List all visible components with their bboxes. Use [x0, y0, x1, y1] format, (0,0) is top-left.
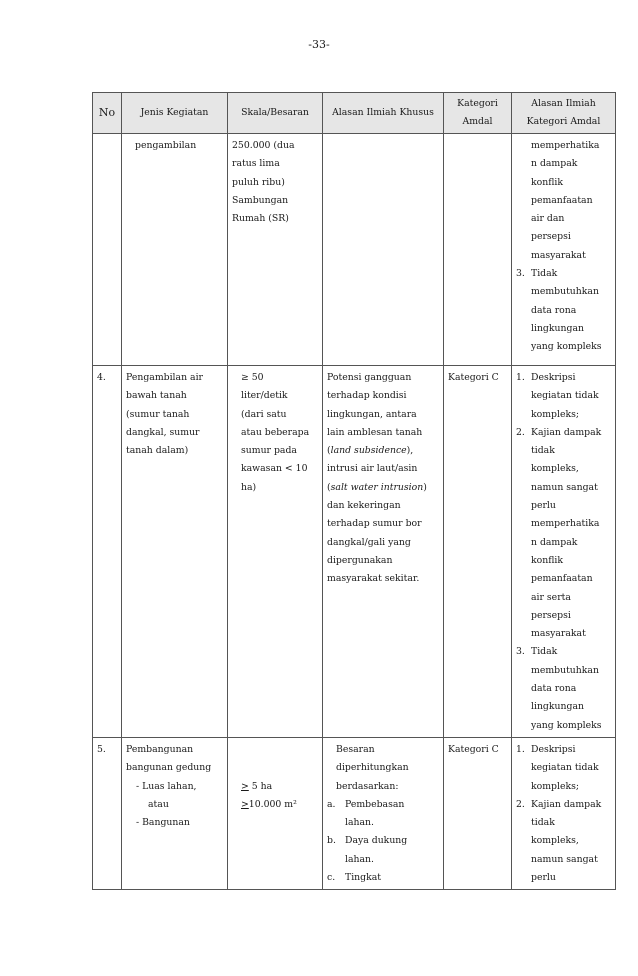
item-number: 2.	[516, 426, 525, 438]
item-line: konflik	[531, 554, 564, 566]
alasan-line: berdasarkan:	[336, 780, 399, 792]
cell-alasan-kategori	[512, 366, 616, 738]
list-item	[327, 832, 439, 850]
alasan-line	[327, 442, 439, 460]
item-line: kompleks,	[531, 835, 579, 847]
list-item	[516, 265, 611, 283]
item-line: pemanfaatan	[531, 194, 593, 206]
alasan-line: dipergunakan	[327, 554, 393, 566]
table-row	[93, 134, 616, 366]
item-line: namun sangat	[531, 481, 598, 493]
skala-line: >10.000 m²	[241, 798, 297, 810]
kategori-value: Kategori C	[448, 372, 499, 383]
cell-kategori	[444, 737, 512, 889]
header-alasan-kategori: Alasan Ilmiah Kategori Amdal	[512, 93, 616, 134]
item-line: konflik	[531, 176, 564, 188]
cell-alasan	[323, 737, 444, 889]
alasan-line: dan kekeringan	[327, 500, 401, 512]
cell-no	[93, 737, 122, 889]
item-line: persepsi	[531, 609, 571, 621]
skala-line: liter/detik	[241, 390, 288, 402]
jenis-line: Pembangunan	[126, 743, 194, 755]
alasan-line: dangkal/gali yang	[327, 536, 411, 548]
item-line: Tidak	[531, 268, 558, 280]
item-line: tidak	[531, 445, 555, 457]
jenis-line: Pengambilan air	[126, 372, 203, 383]
item-line: kegiatan tidak	[531, 390, 599, 402]
item-line: kompleks,	[531, 463, 579, 475]
item-line: Deskripsi	[531, 743, 576, 755]
italic-term: salt water intrusion	[330, 481, 424, 493]
item-line: yang kompleks	[531, 341, 602, 353]
item-line: kompleks;	[531, 780, 580, 792]
item-number: 1.	[516, 743, 525, 755]
cell-skala	[228, 737, 323, 889]
list-item	[327, 796, 439, 814]
item-line: Kajian dampak	[531, 798, 602, 810]
item-number: c.	[327, 872, 336, 884]
cell-no	[93, 366, 122, 738]
jenis-line: - Bangunan	[136, 817, 190, 829]
item-line: pemanfaatan	[531, 573, 593, 585]
cell-skala	[228, 134, 323, 366]
paren-close: )	[423, 481, 427, 493]
item-line: kegiatan tidak	[531, 762, 599, 774]
alasan-line: lain amblesan tanah	[327, 426, 423, 438]
header-kategori: Kategori Amdal	[444, 93, 512, 134]
item-line: data rona	[531, 683, 577, 695]
list-item	[516, 796, 611, 814]
item-line: memperhatika	[531, 140, 600, 151]
item-line: Deskripsi	[531, 372, 576, 383]
cell-kategori	[444, 366, 512, 738]
item-line: data rona	[531, 304, 577, 316]
item-line: Daya dukung	[345, 835, 408, 847]
paren-close: ),	[406, 445, 414, 457]
cell-alasan-kategori	[512, 134, 616, 366]
alasan-line: terhadap sumur bor	[327, 518, 422, 530]
item-line: perlu	[531, 872, 556, 884]
item-line: lingkungan	[531, 322, 584, 334]
skala-line: puluh ribu)	[232, 176, 285, 188]
jenis-line: tanah dalam)	[126, 445, 189, 457]
item-line: n dampak	[531, 158, 578, 170]
jenis-line: dangkal, sumur	[126, 426, 200, 438]
table-row	[93, 737, 616, 889]
skala-line	[232, 759, 318, 777]
jenis-line: bangunan gedung	[126, 762, 212, 774]
item-line: Tingkat	[345, 872, 382, 884]
row-number: 4.	[97, 372, 106, 383]
skala-line: Rumah (SR)	[232, 213, 289, 225]
kategori-value: Kategori C	[448, 743, 499, 755]
skala-line: sumur pada	[241, 445, 297, 457]
cell-jenis	[122, 737, 228, 889]
table-row	[93, 366, 616, 738]
jenis-line: atau	[148, 798, 169, 810]
jenis-line: (sumur tanah	[126, 408, 190, 420]
skala-line: kawasan < 10	[241, 463, 308, 475]
item-line: yang kompleks	[531, 719, 602, 731]
jenis-line: bawah tanah	[126, 390, 187, 402]
skala-line: ≥ 50	[241, 372, 264, 383]
alasan-line: terhadap kondisi	[327, 390, 407, 402]
skala-line	[232, 741, 318, 759]
item-line: lahan.	[345, 817, 374, 829]
paren-open: (	[327, 481, 331, 493]
alasan-line: intrusi air laut/asin	[327, 463, 418, 475]
cell-jenis	[122, 134, 228, 366]
italic-term: land subsidence	[330, 445, 407, 457]
item-line: lingkungan	[531, 701, 584, 713]
item-number: 2.	[516, 798, 525, 810]
list-item	[516, 741, 611, 759]
cell-alasan-kategori	[512, 737, 616, 889]
header-jenis: Jenis Kegiatan	[122, 93, 228, 134]
skala-line: atau beberapa	[241, 426, 310, 438]
item-line: membutuhkan	[531, 664, 599, 676]
item-number: b.	[327, 835, 336, 847]
cell-jenis	[122, 366, 228, 738]
item-number: 1.	[516, 372, 525, 383]
cell-no	[93, 134, 122, 366]
item-line: namun sangat	[531, 853, 598, 865]
item-line: n dampak	[531, 536, 578, 548]
jenis-line: pengambilan	[135, 140, 197, 151]
alasan-line: masyarakat sekitar.	[327, 573, 420, 585]
item-line: Pembebasan	[345, 798, 405, 810]
item-line: lahan.	[345, 853, 374, 865]
skala-line: ratus lima	[232, 158, 280, 170]
header-alasan: Alasan Ilmiah Khusus	[323, 93, 444, 134]
alasan-line: Besaran	[336, 743, 375, 755]
alasan-line	[327, 479, 439, 497]
alasan-line: Potensi gangguan	[327, 372, 412, 383]
item-line: memperhatika	[531, 518, 600, 530]
skala-line: > 5 ha	[241, 780, 273, 792]
header-skala: Skala/Besaran	[228, 93, 323, 134]
item-line: Tidak	[531, 646, 558, 658]
item-line: perlu	[531, 500, 556, 512]
list-item	[516, 643, 611, 661]
row-number: 5.	[97, 743, 106, 755]
item-line: tidak	[531, 817, 555, 829]
skala-line: Sambungan	[232, 194, 289, 206]
item-line: masyarakat	[531, 628, 586, 640]
list-item	[516, 424, 611, 442]
cell-kategori	[444, 134, 512, 366]
item-line: persepsi	[531, 231, 571, 243]
item-number: a.	[327, 798, 336, 810]
amdal-table	[92, 92, 616, 890]
jenis-line: - Luas lahan,	[136, 780, 197, 792]
item-line: air serta	[531, 591, 571, 603]
header-row	[93, 93, 616, 134]
item-number: 3.	[516, 268, 525, 280]
item-line: air dan	[531, 213, 565, 225]
page-number: -33-	[308, 38, 330, 51]
item-line: kompleks;	[531, 408, 580, 420]
skala-line: (dari satu	[241, 408, 287, 420]
cell-skala	[228, 366, 323, 738]
item-number: 3.	[516, 646, 525, 658]
cell-alasan	[323, 134, 444, 366]
skala-line: ha)	[241, 481, 257, 493]
list-item	[516, 369, 611, 387]
alasan-line: lingkungan, antara	[327, 408, 417, 420]
paren-open: (	[327, 445, 331, 457]
cell-alasan	[323, 366, 444, 738]
item-line: Kajian dampak	[531, 426, 602, 438]
skala-line: 250.000 (dua	[232, 140, 295, 151]
item-line: membutuhkan	[531, 286, 599, 298]
header-no: No	[93, 93, 122, 134]
item-line: masyarakat	[531, 249, 586, 261]
list-item	[327, 869, 439, 887]
alasan-line: diperhitungkan	[336, 762, 409, 774]
